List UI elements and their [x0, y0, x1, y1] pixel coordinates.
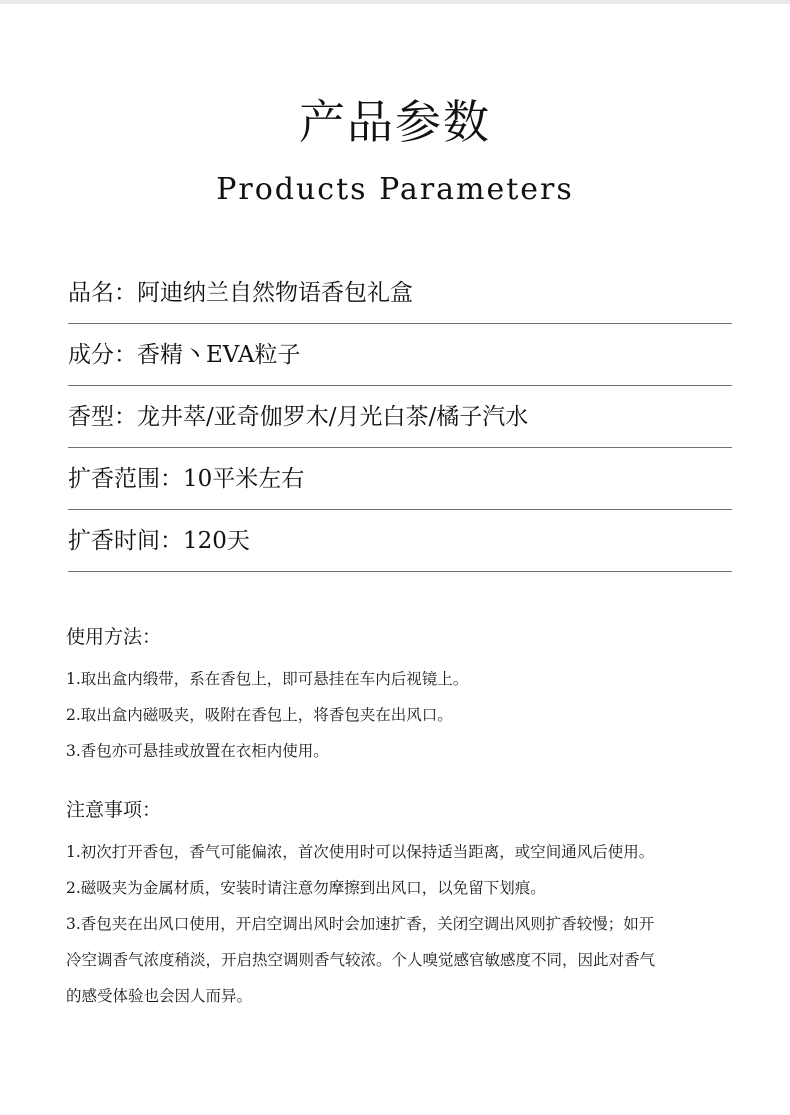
page-title: 产品参数: [299, 95, 491, 149]
usage-line: 1.取出盒内缎带，系在香包上，即可悬挂在车内后视镜上。: [66, 670, 469, 688]
page-subtitle: Products Parameters: [216, 172, 574, 207]
usage-heading: 使用方法：: [66, 626, 162, 648]
top-divider-bar: [0, 0, 790, 4]
param-range-text: 扩香范围：10平米左右: [68, 466, 305, 492]
param-row-range: [68, 448, 732, 510]
notes-line: 1.初次打开香包，香气可能偏浓，首次使用时可以保持适当距离，或空间通风后使用。: [66, 843, 655, 861]
notes-line: 3.香包夹在出风口使用，开启空调出风时会加速扩香，关闭空调出风则扩香较慢；如开: [66, 915, 655, 933]
notes-line: 的感受体验也会因人而异。: [66, 987, 253, 1005]
notes-heading: 注意事项：: [66, 799, 162, 821]
parameter-list: [68, 262, 732, 572]
param-name-text: 品名：阿迪纳兰自然物语香包礼盒: [68, 280, 413, 306]
usage-line: 2.取出盒内磁吸夹，吸附在香包上，将香包夹在出风口。: [66, 706, 453, 724]
usage-section: [66, 622, 736, 769]
notes-line: 冷空调香气浓度稍淡，开启热空调则香气较浓。个人嗅觉感官敏感度不同，因此对香气: [66, 951, 656, 969]
param-row-scent: [68, 386, 732, 448]
param-row-name: [68, 262, 732, 324]
notes-section: [66, 795, 736, 1014]
param-scent-text: 香型：龙井萃/亚奇伽罗木/月光白茶/橘子汽水: [68, 404, 529, 430]
param-row-ingredients: [68, 324, 732, 386]
usage-line: 3.香包亦可悬挂或放置在衣柜内使用。: [66, 742, 329, 760]
notes-line: 2.磁吸夹为金属材质，安装时请注意勿摩擦到出风口，以免留下划痕。: [66, 879, 546, 897]
param-duration-text: 扩香时间：120天: [68, 528, 250, 554]
param-ingredients-text: 成分：香精丶EVA粒子: [68, 342, 301, 368]
param-row-duration: [68, 510, 732, 572]
